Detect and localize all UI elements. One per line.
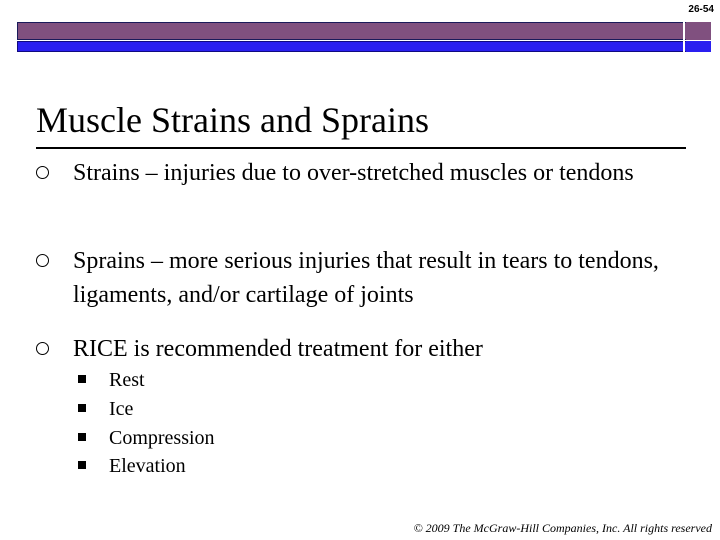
header-bar-purple — [17, 22, 711, 40]
square-bullet-icon — [78, 375, 86, 383]
bullet-text: RICE is recommended treatment for either — [73, 336, 483, 362]
header-square-blue — [686, 41, 711, 52]
sub-bullet-text: Ice — [109, 398, 134, 420]
title-underline — [36, 147, 686, 149]
header-square-purple — [686, 22, 711, 40]
slide-title: Muscle Strains and Sprains — [36, 100, 429, 140]
square-bullet-icon — [78, 433, 86, 441]
hollow-circle-bullet-icon — [36, 342, 49, 355]
sub-bullet-text: Rest — [109, 369, 145, 391]
hollow-circle-bullet-icon — [36, 254, 49, 267]
sub-bullet-text: Compression — [109, 427, 215, 449]
header-bar-blue — [17, 41, 711, 52]
slide-number: 26-54 — [688, 4, 714, 15]
sub-bullet-text: Elevation — [109, 455, 186, 477]
copyright-footer: © 2009 The McGraw-Hill Companies, Inc. All rights reserved — [413, 521, 712, 535]
bullet-text: Strains – injuries due to over-stretched muscles or tendons — [73, 160, 634, 186]
header-bar-divider — [683, 22, 685, 52]
square-bullet-icon — [78, 461, 86, 469]
bullet-text: Sprains – more serious injuries that result in tears to tendons, ligaments, and/or cartilage of joints — [73, 248, 659, 308]
hollow-circle-bullet-icon — [36, 166, 49, 179]
square-bullet-icon — [78, 404, 86, 412]
